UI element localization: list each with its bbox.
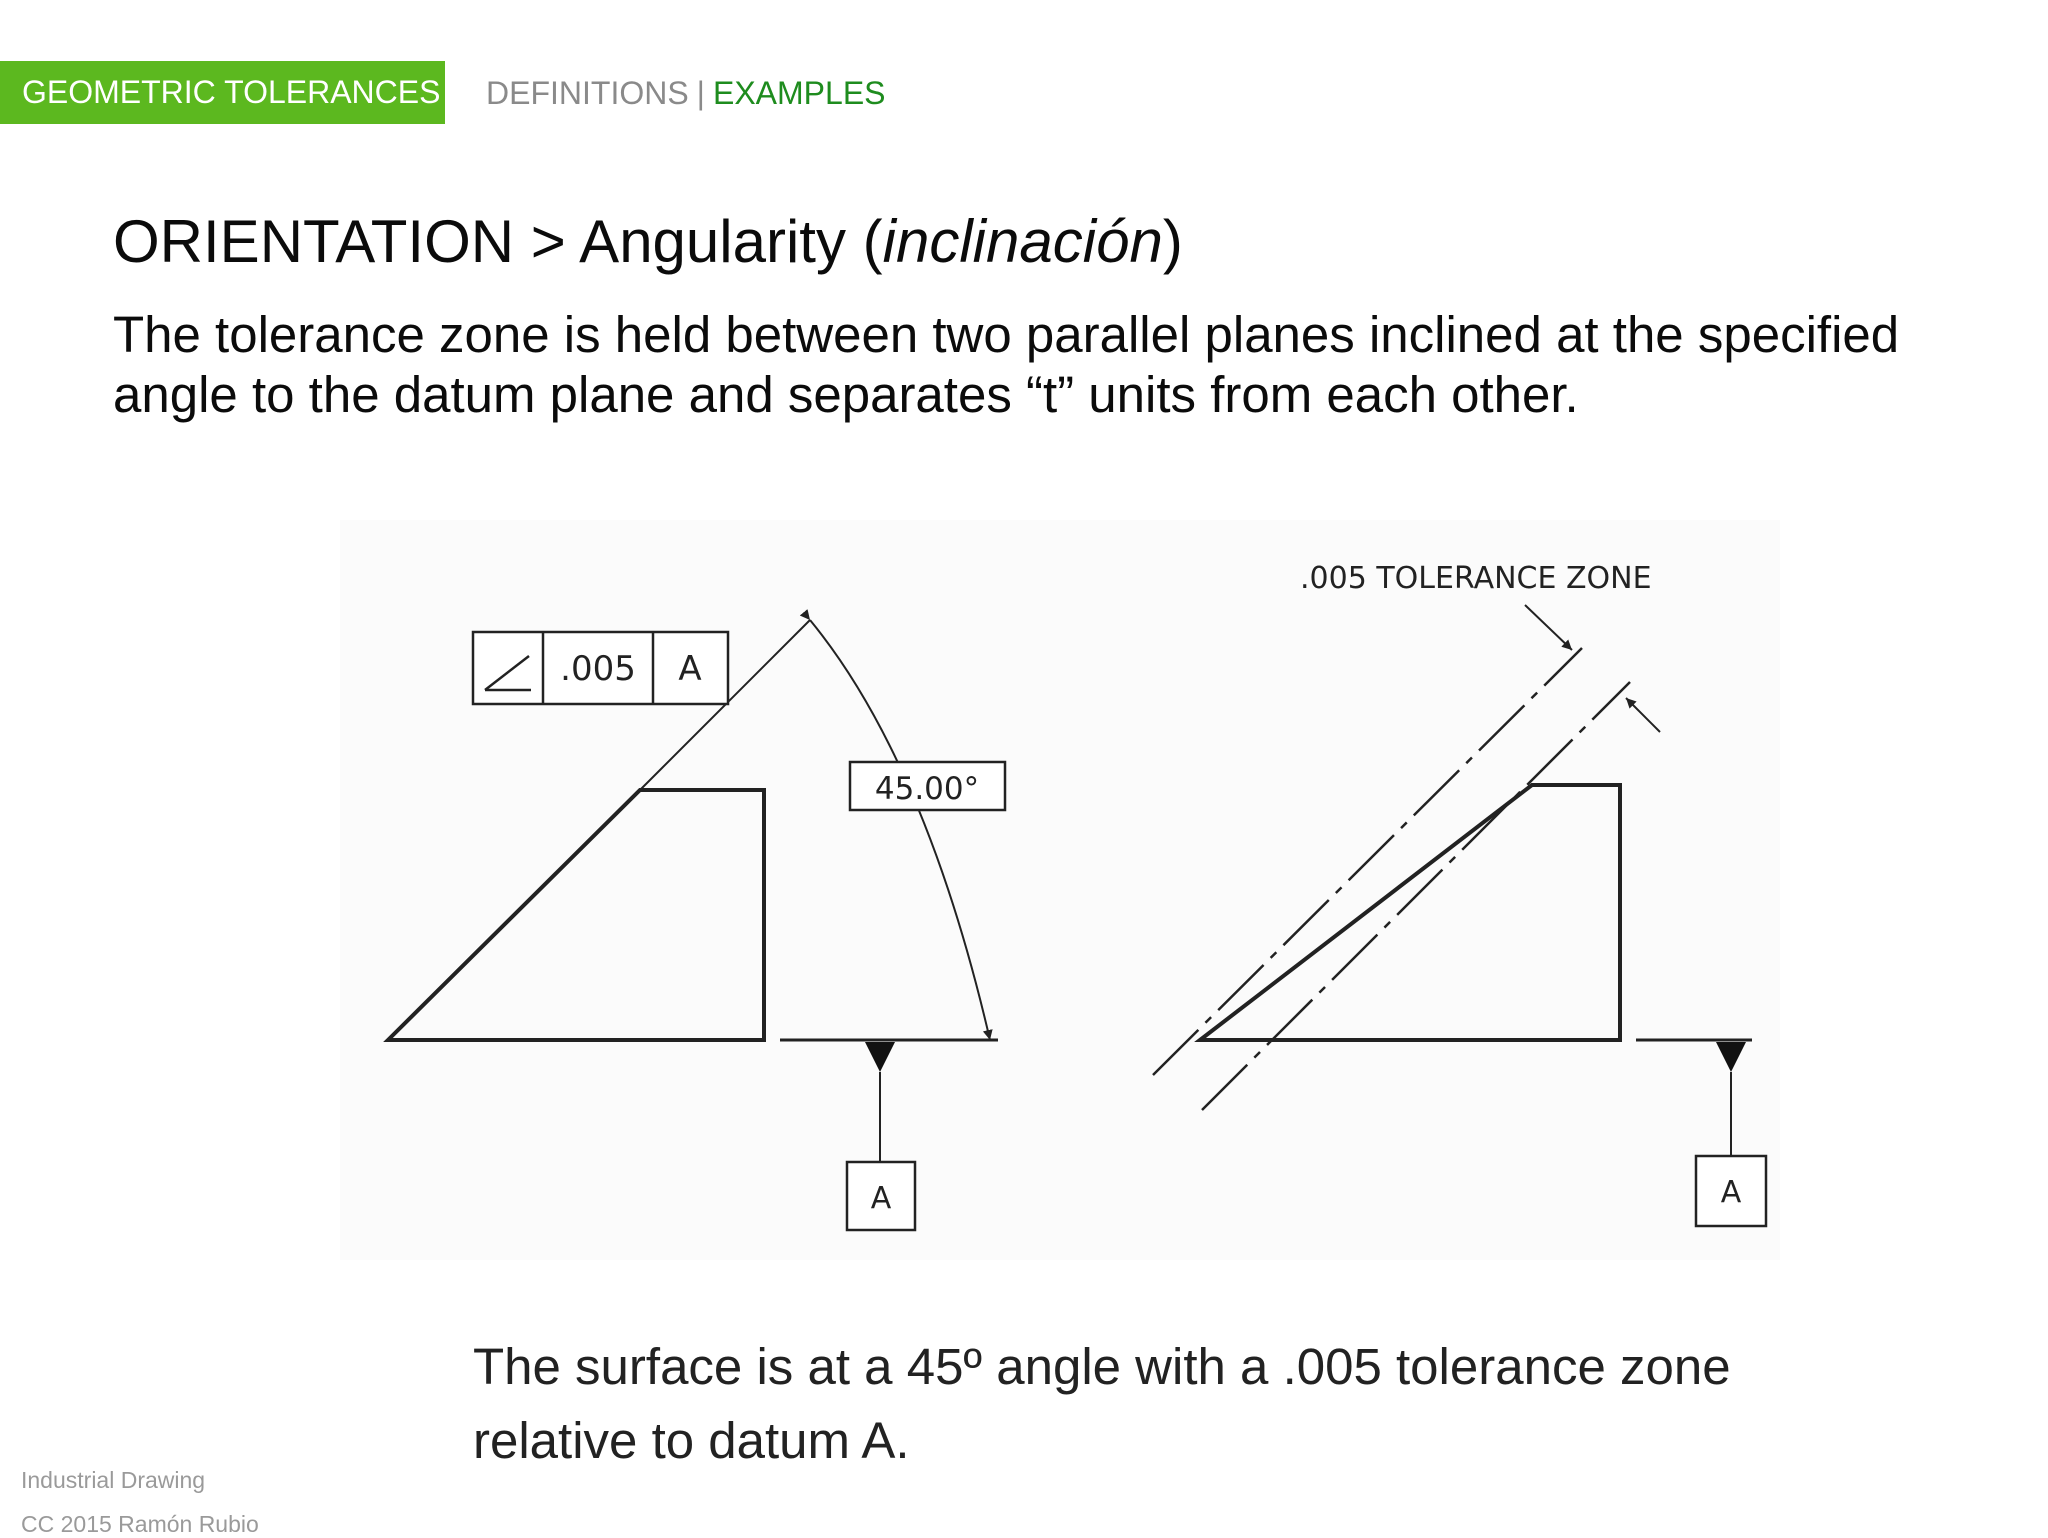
left-part-outline (388, 790, 764, 1040)
angularity-drawing (340, 520, 1780, 1260)
footer-course: Industrial Drawing (21, 1467, 206, 1493)
frame-tolerance-value: .005 (560, 649, 636, 689)
nav-definitions[interactable]: DEFINITIONS (486, 75, 689, 111)
section-tag: GEOMETRIC TOLERANCES (0, 61, 445, 124)
zone-leader-1 (1525, 605, 1572, 650)
nav-examples[interactable]: EXAMPLES (712, 75, 886, 111)
figure-caption: The surface is at a 45º angle with a .005 tolerance zone relative to datum A. (473, 1338, 1731, 1469)
title-prefix: ORIENTATION > Angularity ( (113, 208, 883, 275)
zone-leader-2 (1626, 698, 1660, 732)
frame-datum: A (678, 649, 702, 689)
left-datum-symbol (780, 1040, 998, 1230)
title-italic: inclinación (882, 208, 1163, 275)
angularity-figure (340, 520, 1780, 1260)
angle-dimension-label: 45.00° (874, 771, 980, 807)
feature-control-frame (473, 632, 728, 704)
nav-separator: | (696, 75, 705, 111)
slide-title (113, 206, 1183, 278)
angle-dimension-arc (810, 620, 990, 1040)
angle-dimension-box (850, 762, 1005, 810)
footer-credit: CC 2015 Ramón Rubio (21, 1511, 259, 1537)
right-datum-label: A (1720, 1175, 1742, 1210)
title-suffix: ) (1162, 208, 1183, 275)
slide-description: The tolerance zone is held between two parallel planes inclined at the specified angle to the datum plane and separates “t” units from each other. (113, 306, 1900, 423)
right-part-outline (1200, 785, 1620, 1040)
section-nav (486, 74, 886, 112)
tolerance-zone-label: .005 TOLERANCE ZONE (1300, 561, 1652, 596)
right-datum-symbol (1636, 1040, 1766, 1226)
left-datum-label: A (870, 1181, 892, 1216)
